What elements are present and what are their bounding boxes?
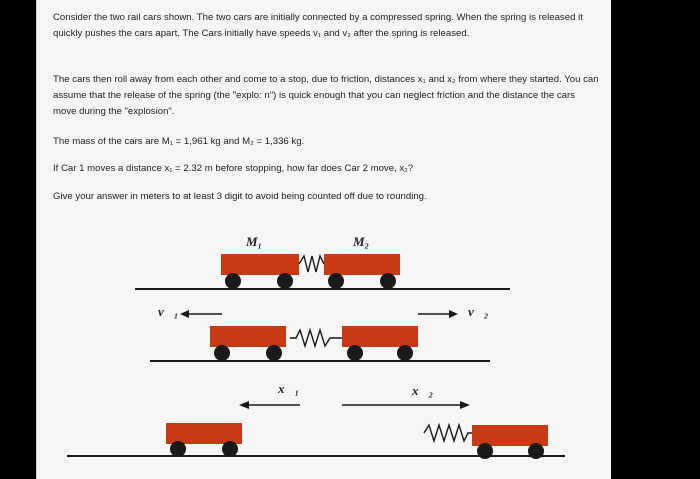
car-2-wheel-right [380, 273, 396, 289]
car-2-wheel-right-moving [397, 345, 413, 361]
car-2-wheel-left-stopped [477, 443, 493, 459]
m1-label: M₁ [246, 234, 263, 249]
car-1-body-moving [210, 326, 286, 347]
x1-label: x⃗₁ [278, 381, 300, 396]
car-1-body-stopped [166, 423, 242, 444]
x2-label: x⃗₂ [412, 383, 434, 398]
problem-masses-text: The mass of the cars are M₁ = 1,961 kg and M₂ = 1,336 kg. [53, 136, 305, 147]
car-2-body-moving [342, 326, 418, 347]
car-1-wheel-left-moving [214, 345, 230, 361]
problem-intro-text: Consider the two rail cars shown. The two cars are initially connected by a compressed spring. When the spring is released it quickly pushes the cars apart. The Cars initially have speeds v₁ and v₂ after the spring is released. [53, 12, 583, 39]
v2-arrowhead [449, 310, 458, 318]
car-2-body [324, 254, 400, 275]
car-1-body [221, 254, 299, 275]
problem-question-text: If Car 1 moves a distance x₁ = 2.32 m before stopping, how far does Car 2 move, x₂? [53, 163, 414, 174]
spring-released [290, 330, 342, 346]
v1-label: v⃗₁ [158, 304, 179, 319]
problem-friction-text: The cars then roll away from each other and come to a stop, due to friction, distances x₁ and x₂ from where they started. You can assume that the release of the spring (the "explo: n") is quick enough that you can neglect friction and the distance the cars move during the "explosion". [53, 74, 599, 117]
spring-compressed [299, 256, 324, 272]
v2-label: v⃗₂ [468, 304, 489, 319]
car-2-wheel-right-stopped [528, 443, 544, 459]
problem-instruction-text: Give your answer in meters to at least 3 digit to avoid being counted off due to rounding. [53, 191, 427, 202]
car-2-wheel-left [328, 273, 344, 289]
car-2-wheel-left-moving [347, 345, 363, 361]
stage-velocities [150, 310, 490, 361]
x2-arrowhead [460, 401, 470, 409]
car-1-wheel-right-stopped [222, 441, 238, 457]
stage-compressed [135, 254, 510, 289]
v1-arrowhead [180, 310, 189, 318]
m2-label: M₂ [353, 234, 370, 249]
x1-arrowhead [239, 401, 249, 409]
car-1-wheel-right-moving [266, 345, 282, 361]
car-1-wheel-left [225, 273, 241, 289]
car-1-wheel-right [277, 273, 293, 289]
spring-relaxed [424, 425, 472, 441]
car-1-wheel-left-stopped [170, 441, 186, 457]
stage-distances [67, 401, 565, 459]
car-2-body-stopped [472, 425, 548, 446]
